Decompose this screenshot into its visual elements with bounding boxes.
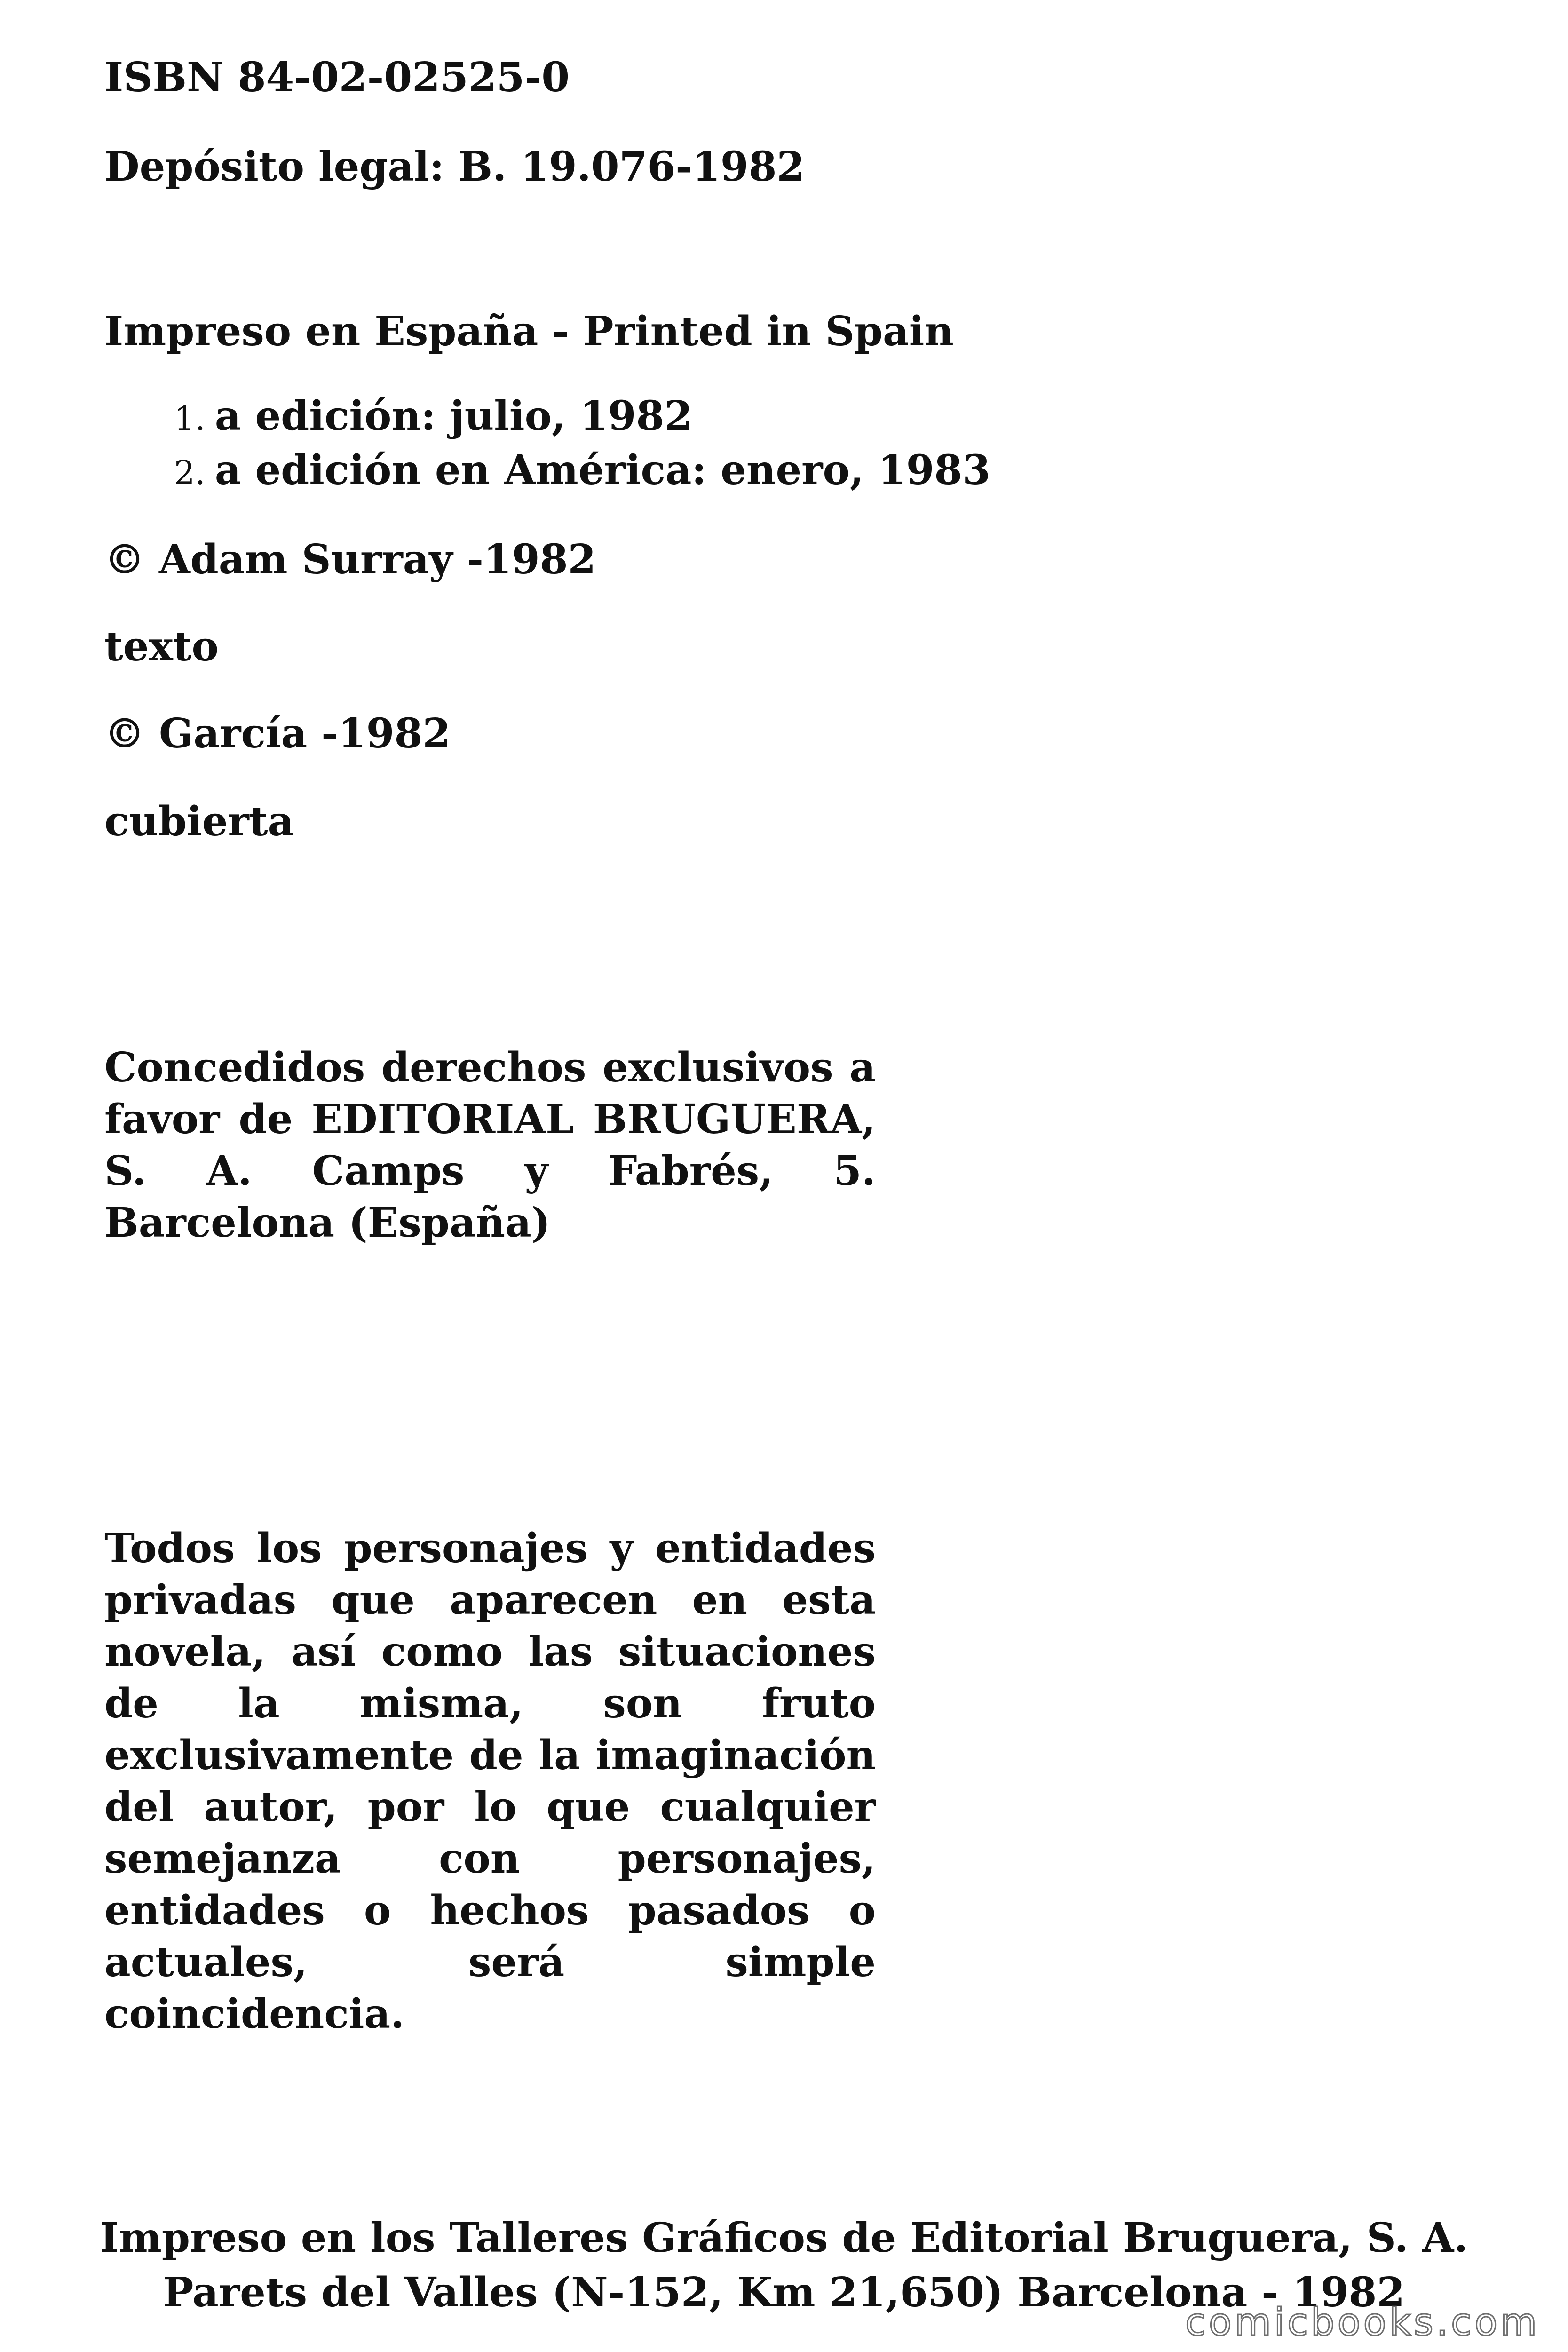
cubierta-label: cubierta: [104, 798, 294, 845]
deposito-legal-line: Depósito legal: B. 19.076-1982: [104, 143, 805, 191]
edition-number: 2.: [174, 453, 206, 492]
edition-item: [174, 445, 990, 499]
edition-number: 1.: [174, 399, 206, 438]
printer-footer-line2: Parets del Valles (N-152, Km 21,650) Barcelona - 1982: [163, 2269, 1405, 2316]
edition-text: a edición: julio, 1982: [214, 392, 693, 440]
site-watermark: comicbooks.com: [1185, 2300, 1540, 2344]
copyright-text-line: © Adam Surray -1982: [104, 536, 596, 583]
rights-notice: Concedidos derechos exclusivos a favor de EDITORIAL BRUGUERA, S. A. Camps y Fabrés, 5. Barcelona (España): [104, 1044, 876, 1247]
edition-text: a edición en América: enero, 1983: [214, 446, 991, 494]
isbn-line: ISBN 84-02-02525-0: [104, 54, 570, 101]
edition-item: [174, 390, 990, 445]
printer-footer-line1: Impreso en los Talleres Gráficos de Editorial Bruguera, S. A.: [100, 2214, 1468, 2262]
copyright-cover-line: © García -1982: [104, 710, 451, 757]
printed-in-line: Impreso en España - Printed in Spain: [104, 308, 954, 355]
edition-list: [174, 390, 990, 499]
texto-label: texto: [104, 623, 219, 670]
disclaimer-paragraph: Todos los personajes y entidades privadas que aparecen en esta novela, así como las situaciones de la misma, son fruto exclusivamente de la imaginación del autor, por lo que cualquier semejanza con personajes, entidades o hechos pasados o actuales, será simple coincidencia.: [104, 1525, 876, 2038]
